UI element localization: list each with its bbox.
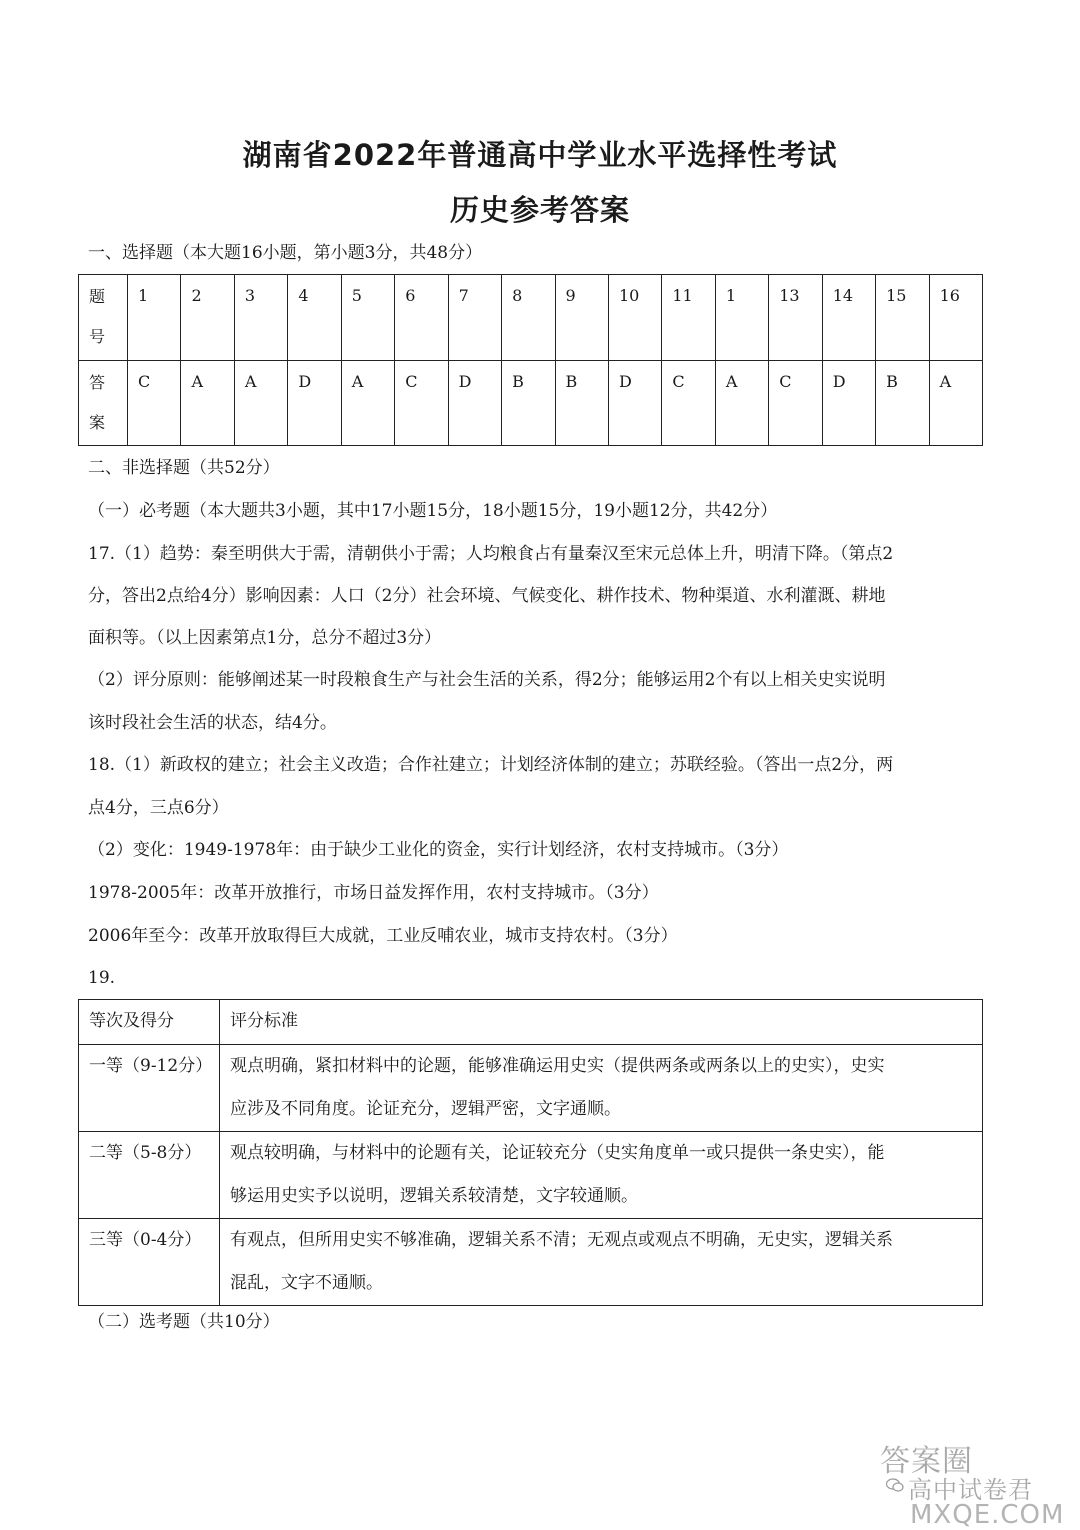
question-number: 11 [662,275,715,361]
level-cell: 一等（9-12分） [79,1045,220,1132]
question-number: 13 [769,275,822,361]
answer-cell: A [234,360,287,446]
elective-questions-heading: （二）选考题（共10分） [88,1312,280,1332]
answer-cell: C [128,360,181,446]
page-subtitle: 历史参考答案 [449,193,630,227]
answer-19-label: 19. [88,968,116,988]
answer-table [78,274,983,446]
header-criteria: 评分标准 [220,1000,983,1045]
answer-cell: D [822,360,875,446]
criteria-cell [220,1219,983,1306]
answer-18-line: 18.（1）新政权的建立；社会主义改造；合作社建立；计划经济体制的建立；苏联经验。（答出一点2分，两 [88,755,894,775]
watermark-logo: 答案圈 [880,1444,973,1479]
criteria-cell [220,1045,983,1132]
question-number: 15 [876,275,929,361]
header-char: 案 [89,412,106,432]
question-number: 14 [822,275,875,361]
criteria-line: 应涉及不同角度。论证充分，逻辑严密，文字通顺。 [230,1099,621,1119]
answer-17-line: 17.（1）趋势：秦至明供大于需，清朝供小于需；人均粮食占有量秦汉至宋元总体上升，明清下降。（第点2 [88,544,894,564]
section-choice-heading: 一、选择题（本大题16小题，第小题3分，共48分） [88,243,483,263]
criteria-line: 够运用史实予以说明，逻辑关系较清楚，文字较通顺。 [230,1186,638,1206]
answer-cell: D [608,360,661,446]
section-nonchoice-heading: 二、非选择题（共52分） [88,458,280,478]
scoring-row [79,1132,983,1219]
page-title: 湖南省2022年普通高中学业水平选择性考试 [242,138,838,172]
number-row-header [79,275,128,361]
answer-18-2-line: 1978-2005年：改革开放推行，市场日益发挥作用，农村支持城市。（3分） [88,883,659,903]
question-number: 1 [715,275,768,361]
question-number: 6 [395,275,448,361]
answer-17-line: 面积等。（以上因素第点1分，总分不超过3分） [88,628,442,648]
scoring-table-header [79,1000,983,1045]
header-level: 等次及得分 [79,1000,220,1045]
answer-17-2-line: （2）评分原则：能够阐述某一时段粮食生产与社会生活的关系，得2分；能够运用2个有以上相关史实说明 [88,670,886,690]
watermark-site: MXQE.COM [910,1500,1065,1530]
answer-18-2-line: （2）变化：1949-1978年：由于缺少工业化的资金，实行计划经济，农村支持城市。（3分） [88,840,789,860]
question-number: 9 [555,275,608,361]
wechat-icon [886,1478,904,1492]
required-questions-heading: （一）必考题（本大题共3小题，其中17小题15分，18小题15分，19小题12分，共42分） [88,501,778,521]
question-number: 4 [288,275,341,361]
question-number: 3 [234,275,287,361]
answer-cell: A [181,360,234,446]
answer-table-answer-row [79,360,983,446]
question-number: 1 [128,275,181,361]
answer-cell: B [555,360,608,446]
level-cell: 二等（5-8分） [79,1132,220,1219]
answer-cell: A [929,360,982,446]
answer-cell: B [502,360,555,446]
scoring-table [78,999,983,1306]
question-number: 10 [608,275,661,361]
answer-cell: A [341,360,394,446]
question-number: 7 [448,275,501,361]
answer-cell: C [395,360,448,446]
criteria-line: 有观点，但所用史实不够准确，逻辑关系不清；无观点或观点不明确，无史实，逻辑关系 [230,1230,893,1250]
scoring-row [79,1219,983,1306]
answer-18-line: 点4分，三点6分） [88,798,229,818]
answer-cell: C [769,360,822,446]
answer-17-line: 分，答出2点给4分）影响因素：人口（2分）社会环境、气候变化、耕作技术、物种渠道、水利灌溉、耕地 [88,586,886,606]
question-number: 2 [181,275,234,361]
answer-18-2-line: 2006年至今：改革开放取得巨大成就，工业反哺农业，城市支持农村。（3分） [88,926,678,946]
answer-17-2-line: 该时段社会生活的状态，结4分。 [88,713,337,733]
header-char: 答 [89,372,106,392]
answer-cell: D [288,360,341,446]
answer-table-number-row [79,275,983,361]
answer-cell: D [448,360,501,446]
criteria-line: 混乱，文字不通顺。 [230,1273,383,1293]
answer-cell: A [715,360,768,446]
criteria-cell [220,1132,983,1219]
question-number: 5 [341,275,394,361]
criteria-line: 观点明确，紧扣材料中的论题，能够准确运用史实（提供两条或两条以上的史实），史实 [230,1056,885,1076]
header-char: 题 [89,287,106,306]
level-cell: 三等（0-4分） [79,1219,220,1306]
question-number: 16 [929,275,982,361]
scoring-row [79,1045,983,1132]
answer-row-header [79,360,128,446]
answer-cell: C [662,360,715,446]
question-number: 8 [502,275,555,361]
watermark-account: 高中试卷君 [908,1476,1033,1504]
header-char: 号 [89,327,106,346]
criteria-line: 观点较明确，与材料中的论题有关，论证较充分（史实角度单一或只提供一条史实），能 [230,1143,885,1163]
answer-cell: B [876,360,929,446]
